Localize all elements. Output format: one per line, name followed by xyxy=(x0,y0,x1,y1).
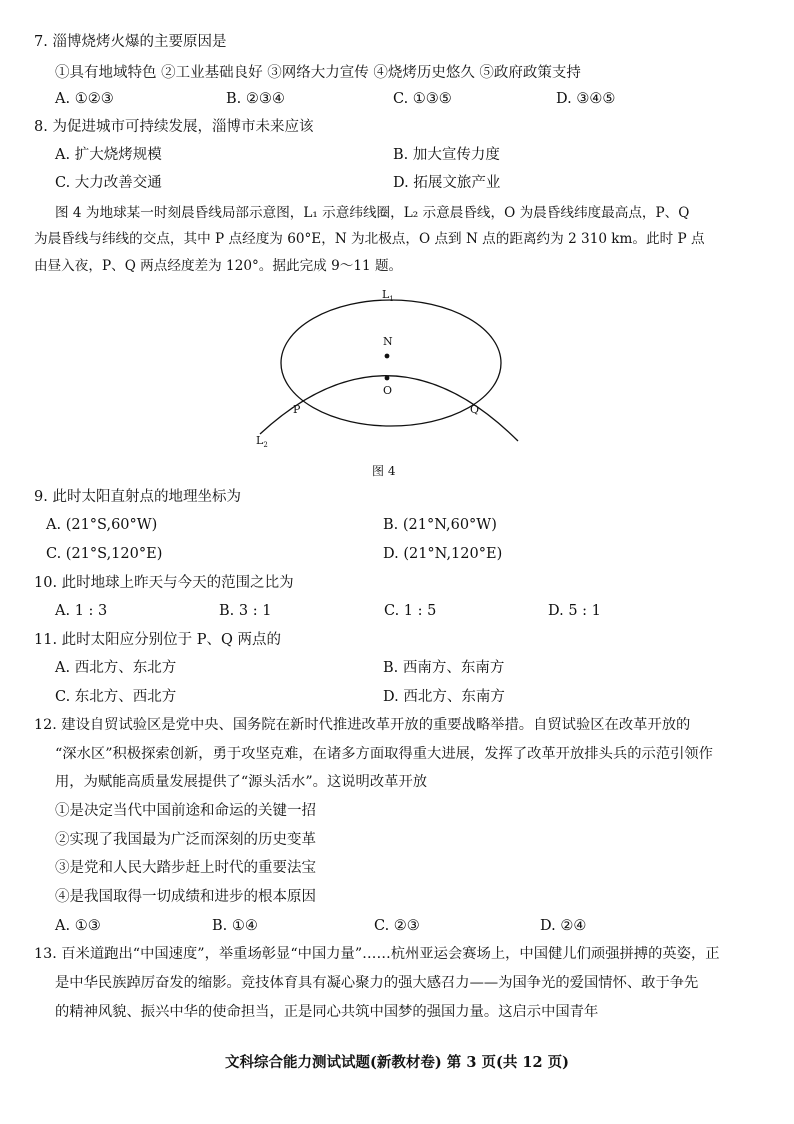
q12-statement-1: ①是决定当代中国前途和命运的关键一招 xyxy=(55,803,316,819)
q8-option-b: B. 加大宣传力度 xyxy=(393,147,500,163)
q7-option-c: C. ①③⑤ xyxy=(393,91,452,107)
q12-option-b: B. ①④ xyxy=(212,918,258,934)
intro-line-1: 图 4 为地球某一时刻晨昏线局部示意图，L₁ 示意纬线圈，L₂ 示意晨昏线，O 为晨昏线纬度最高点，P、Q xyxy=(55,205,690,221)
label-l2: $L_2$ xyxy=(256,434,268,449)
q12-option-d: D. ②④ xyxy=(540,918,587,934)
q11-stem: 11. 此时太阳应分别位于 P、Q 两点的 xyxy=(34,632,282,648)
q12-line-1: 12. 建设自贸试验区是党中央、国务院在新时代推进改革开放的重要战略举措。自贸试验区在改革开放的 xyxy=(34,717,691,733)
label-o: O xyxy=(383,384,393,397)
q11-option-d: D. 西北方、东南方 xyxy=(383,689,505,705)
q10-option-d: D. 5 : 1 xyxy=(548,603,601,619)
q10-option-a: A. 1 : 3 xyxy=(55,603,108,619)
q8-option-d: D. 拓展文旅产业 xyxy=(393,175,501,191)
q11-option-b: B. 西南方、东南方 xyxy=(383,660,505,676)
q12-option-a: A. ①③ xyxy=(55,918,101,934)
q10-option-b: B. 3 : 1 xyxy=(219,603,272,619)
q11-option-c: C. 东北方、西北方 xyxy=(55,689,177,705)
q12-line-2: “深水区”积极探索创新，勇于攻坚克难，在诸多方面取得重大进展，发挥了改革开放排头兵的示范引领作 xyxy=(55,746,713,762)
latitude-circle-l1 xyxy=(281,300,501,426)
q7-option-b: B. ②③④ xyxy=(226,91,285,107)
q8-stem: 8. 为促进城市可持续发展，淄博市未来应该 xyxy=(34,119,314,135)
intro-line-3: 由昼入夜，P、Q 两点经度差为 120°。据此完成 9～11 题。 xyxy=(34,258,403,274)
figure-caption: 图 4 xyxy=(372,464,396,478)
label-q: Q xyxy=(470,403,480,416)
q10-stem: 10. 此时地球上昨天与今天的范围之比为 xyxy=(34,575,294,591)
intro-line-2: 为晨昏线与纬线的交点，其中 P 点经度为 60°E，N 为北极点，O 点到 N 点的距离约为 2 310 km。此时 P 点 xyxy=(34,231,705,247)
q7-option-d: D. ③④⑤ xyxy=(556,91,616,107)
q13-line-3: 的精神风貌、振兴中华的使命担当，正是同心共筑中国梦的强国力量。这启示中国青年 xyxy=(55,1004,599,1020)
q12-option-c: C. ②③ xyxy=(374,918,420,934)
q8-option-a: A. 扩大烧烤规模 xyxy=(55,147,162,163)
q11-option-a: A. 西北方、东北方 xyxy=(55,660,177,676)
point-o xyxy=(385,376,390,381)
q13-line-1: 13. 百米道跑出“中国速度”，举重场彰显“中国力量”……杭州亚运会赛场上，中国健儿们顽强拼搏的英姿，正 xyxy=(34,946,720,962)
q12-line-3: 用，为赋能高质量发展提供了“源头活水”。这说明改革开放 xyxy=(55,774,428,790)
q12-statement-2: ②实现了我国最为广泛而深刻的历史变革 xyxy=(55,832,316,848)
q13-line-2: 是中华民族踔厉奋发的缩影。竞技体育具有凝心聚力的强大感召力——为国争光的爱国情怀、敢于争先 xyxy=(55,975,699,991)
q12-statement-3: ③是党和人民大踏步赶上时代的重要法宝 xyxy=(55,860,316,876)
north-pole-point xyxy=(385,354,390,359)
label-p: P xyxy=(293,403,301,416)
q12-statement-4: ④是我国取得一切成绩和进步的根本原因 xyxy=(55,889,316,905)
label-l1: $L_1$ xyxy=(382,288,394,303)
label-n: N xyxy=(383,335,393,348)
page-footer: 文科综合能力测试试题(新教材卷) 第 3 页(共 12 页) xyxy=(225,1054,569,1071)
q9-option-d: D. (21°N,120°E) xyxy=(383,546,503,562)
figure-4-diagram xyxy=(250,284,530,454)
q7-option-a: A. ①②③ xyxy=(55,91,114,107)
q10-option-c: C. 1 : 5 xyxy=(384,603,437,619)
q8-option-c: C. 大力改善交通 xyxy=(55,175,162,191)
q9-option-b: B. (21°N,60°W) xyxy=(383,517,497,533)
q9-stem: 9. 此时太阳直射点的地理坐标为 xyxy=(34,489,241,505)
q7-stem: 7. 淄博烧烤火爆的主要原因是 xyxy=(34,34,227,50)
q9-option-c: C. (21°S,120°E) xyxy=(46,546,163,562)
q9-option-a: A. (21°S,60°W) xyxy=(46,517,158,533)
q7-statements: ①具有地域特色 ②工业基础良好 ③网络大力宣传 ④烧烤历史悠久 ⑤政府政策支持 xyxy=(55,65,581,81)
